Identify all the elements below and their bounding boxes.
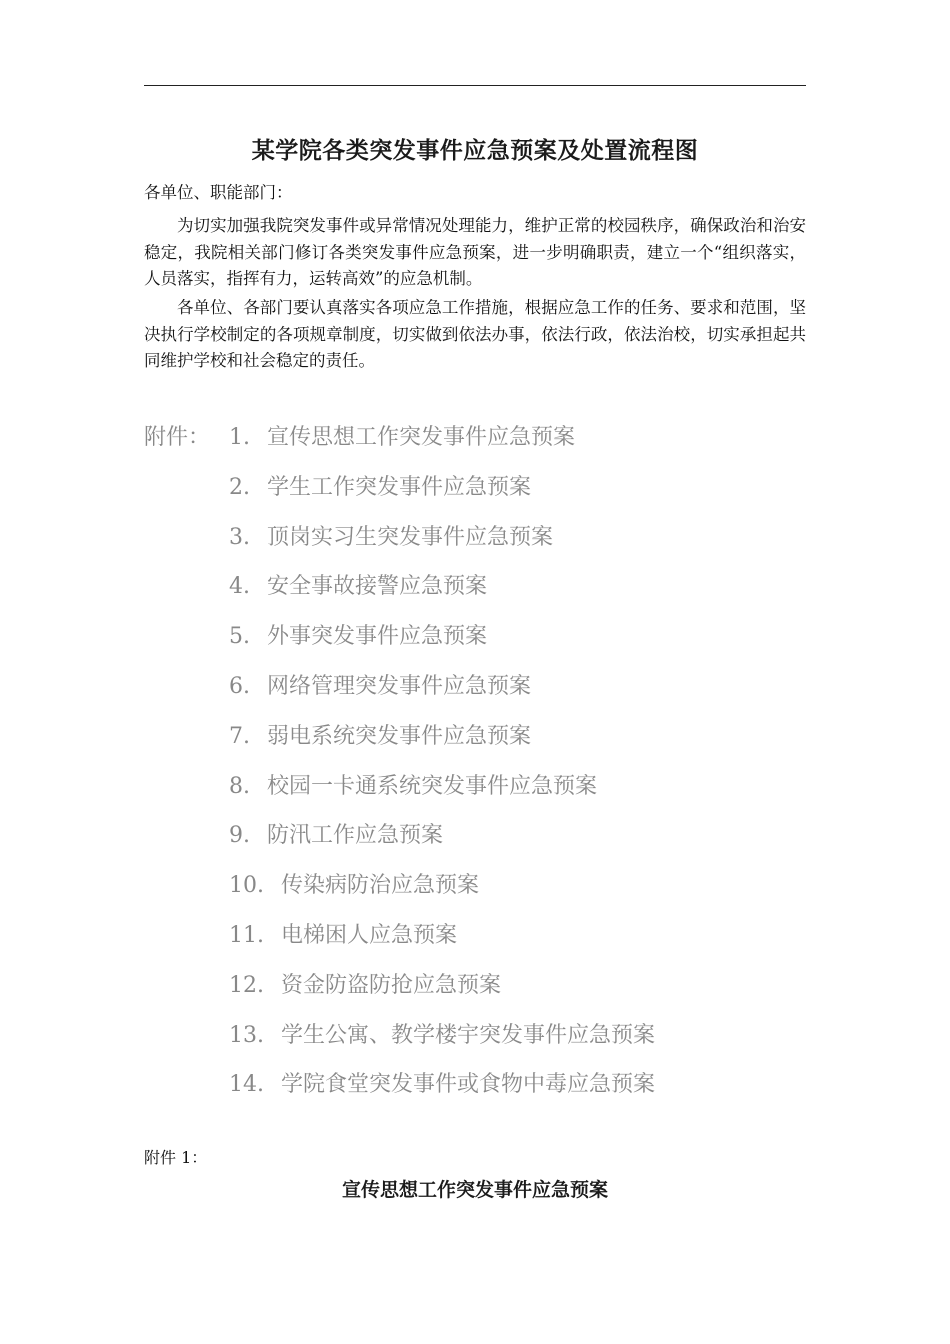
attachment-number: 3. — [229, 524, 250, 550]
attachment-title: 宣传思想工作突发事件应急预案 — [267, 425, 576, 450]
attachment-number: 9. — [229, 823, 250, 849]
attachment-number: 8. — [229, 773, 250, 799]
attachment-title: 校园一卡通系统突发事件应急预案 — [267, 773, 598, 799]
attachment-number: 4. — [229, 574, 250, 600]
attachment-number: 5. — [229, 624, 250, 650]
attachment-item — [229, 1020, 655, 1070]
attachment-number: 6. — [229, 673, 250, 699]
attachments-list — [229, 422, 655, 1119]
attachment-title: 弱电系统突发事件应急预案 — [267, 723, 532, 749]
attachment-number: 13. — [229, 1022, 264, 1048]
attachment-title: 学生工作突发事件应急预案 — [267, 474, 532, 500]
attachment-item — [229, 571, 655, 621]
attachment-title: 传染病防治应急预案 — [281, 873, 480, 899]
attachment-number: 7. — [229, 723, 250, 749]
attachment-title: 外事突发事件应急预案 — [267, 624, 488, 650]
attachment-item — [229, 671, 655, 721]
attachment-title: 防汛工作应急预案 — [267, 823, 444, 849]
attachment-item — [229, 721, 655, 771]
attachment-item — [229, 472, 655, 522]
attachment-title: 学生公寓、教学楼宇突发事件应急预案 — [281, 1022, 656, 1048]
attachment-title: 资金防盗防抢应急预案 — [281, 972, 502, 998]
attachment-item — [229, 970, 655, 1020]
attachment-number: 14. — [229, 1072, 264, 1098]
attachment-number: 2. — [229, 474, 250, 500]
attachment-item — [229, 522, 655, 572]
attachment-item — [229, 920, 655, 970]
attachment-number: 12. — [229, 972, 264, 998]
attachment-item — [229, 820, 655, 870]
attachment-title: 学院食堂突发事件或食物中毒应急预案 — [281, 1072, 656, 1098]
intro-paragraph-2: 各单位、各部门要认真落实各项应急工作措施，根据应急工作的任务、要求和范围，坚决执行学校制定的各项规章制度，切实做到依法办事，依法行政，依法治校，切实承担起共同维护学校和社会稳定的责任。 — [144, 298, 806, 370]
attachment-number: 1. — [229, 425, 250, 450]
attachment-title: 电梯困人应急预案 — [281, 922, 458, 948]
document-title: 某学院各类突发事件应急预案及处置流程图 — [251, 138, 699, 164]
header-rule — [144, 85, 806, 86]
attachment-title: 安全事故接警应急预案 — [267, 574, 488, 600]
attachment-item — [229, 870, 655, 920]
attachment-number: 11. — [229, 922, 264, 948]
attachments-label: 附件： — [144, 425, 211, 450]
salutation: 各单位、职能部门： — [144, 183, 293, 202]
section-title: 宣传思想工作突发事件应急预案 — [341, 1179, 608, 1201]
section-label: 附件 1： — [144, 1148, 208, 1167]
intro-paragraph-1: 为切实加强我院突发事件或异常情况处理能力，维护正常的校园秩序，确保政治和治安稳定，我院相关部门修订各类突发事件应急预案，进一步明确职责，建立一个“组织落实，人员落实，指挥有力，运转高效”的应急机制。 — [144, 216, 806, 288]
attachment-item — [229, 621, 655, 671]
attachment-title: 顶岗实习生突发事件应急预案 — [267, 524, 554, 550]
attachment-title: 网络管理突发事件应急预案 — [267, 673, 532, 699]
attachment-item — [229, 422, 655, 472]
attachment-number: 10. — [229, 873, 264, 899]
attachment-item — [229, 771, 655, 821]
attachment-item — [229, 1069, 655, 1119]
